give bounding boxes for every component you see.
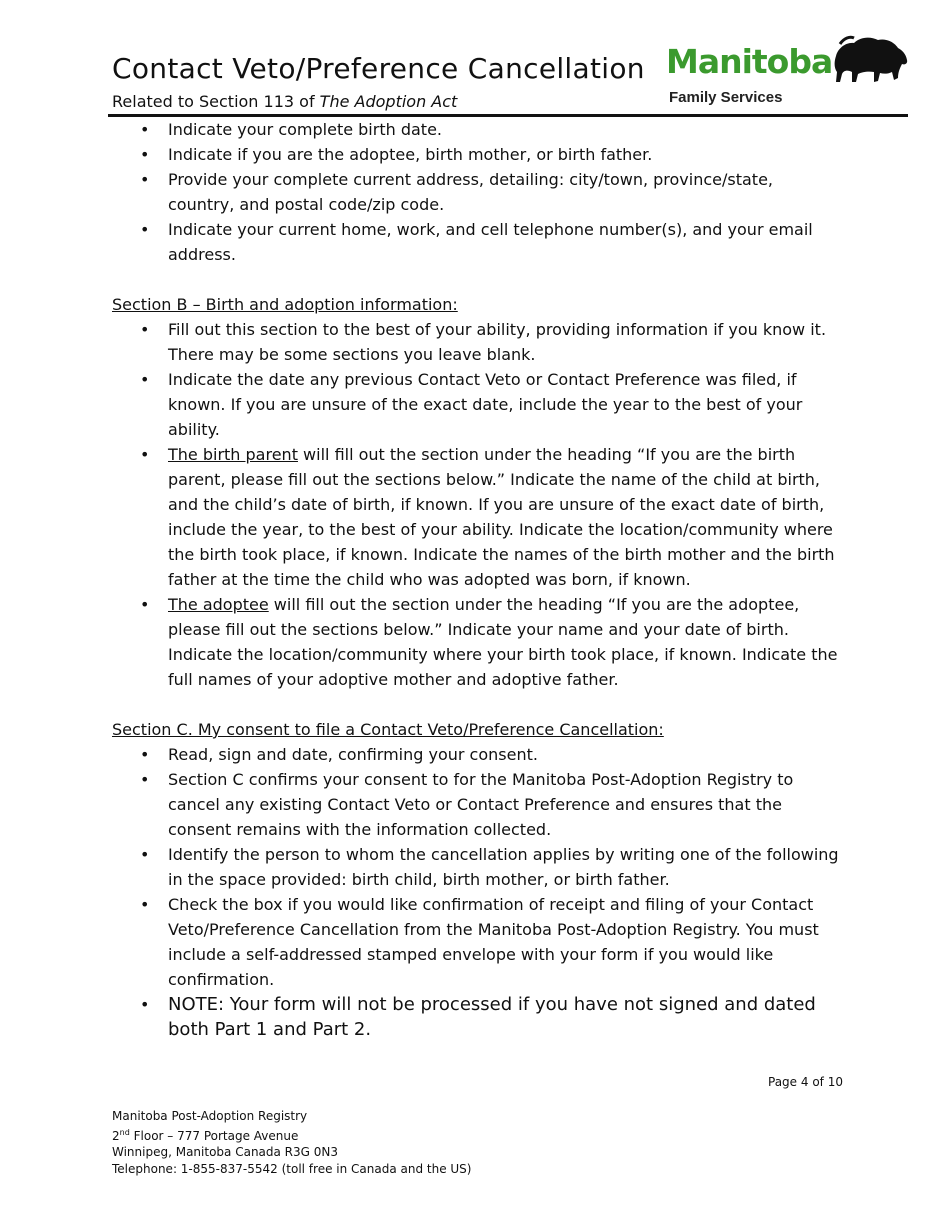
list-item: • Section C confirms your consent to for the Manitoba Post-Adoption Registry to cancel any existing Contact Veto or Contact Preference and ensures that the consent remains with the information collected. bbox=[168, 767, 842, 842]
floor-suffix: nd bbox=[119, 1127, 130, 1137]
footer-phone: Telephone: 1-855-837-5542 (toll free in Canada and the US) bbox=[112, 1161, 472, 1176]
list-item: • Provide your complete current address, detailing: city/town, province/state, country, and postal code/zip code. bbox=[168, 167, 842, 217]
adoptee-lead: The adoptee bbox=[168, 595, 269, 614]
logo-subtitle: Family Services bbox=[669, 89, 783, 106]
list-item: • Check the box if you would like confirmation of receipt and filing of your Contact Veto/Preference Cancellation from the Manitoba Post-Adoption Registry. You must include a self-addressed stamped envelope with your form if you would like confirmation. bbox=[168, 892, 842, 992]
list-item: • Fill out this section to the best of your ability, providing information if you know it. There may be some sections you leave blank. bbox=[168, 317, 842, 367]
list-item: • Indicate the date any previous Contact Veto or Contact Preference was filed, if known. If you are unsure of the exact date, include the year to the best of your ability. bbox=[168, 367, 842, 442]
list-item: • Indicate if you are the adoptee, birth mother, or birth father. bbox=[168, 142, 842, 167]
consent-text: Read, sign and date, confirming your consent. bbox=[168, 745, 538, 764]
list-item: • Identify the person to whom the cancellation applies by writing one of the following in the space provided: birth child, birth mother, or birth father. bbox=[168, 842, 842, 892]
list-item: • Indicate your complete birth date. bbox=[168, 117, 842, 142]
birth-parent-lead: The birth parent bbox=[168, 445, 298, 464]
note-item: • NOTE: Your form will not be processed if you have not signed and dated both Part 1 and Part 2. bbox=[168, 992, 842, 1042]
page-title: Contact Veto/Preference Cancellation bbox=[112, 52, 645, 85]
logo-wordmark: Manitoba bbox=[666, 42, 833, 81]
page-subtitle bbox=[112, 92, 457, 111]
subtitle-act: The Adoption Act bbox=[319, 92, 458, 111]
bison-icon bbox=[832, 34, 910, 86]
section-a-list bbox=[112, 117, 842, 267]
list-item: • Indicate your current home, work, and cell telephone number(s), and your email address. bbox=[168, 217, 842, 267]
subtitle-prefix: Related to Section 113 of bbox=[112, 92, 320, 111]
floor-street: Floor – 777 Portage Avenue bbox=[129, 1128, 299, 1143]
footer-city: Winnipeg, Manitoba Canada R3G 0N3 bbox=[112, 1145, 339, 1159]
manitoba-logo bbox=[666, 34, 910, 110]
birth-parent-text: will fill out the section under the heading “If you are the birth parent, please fill out the sections below.” Indicate the name of the child at birth, and the child’s date of birth, if known. If you are unsure of the exact date of birth, include the year, to the best of your ability. Indicate the location/community where the birth took place, if known. Indicate the names of the birth mother and the birth father at the time the child who was adopted was born, if known. bbox=[168, 445, 835, 589]
section-c-list bbox=[112, 742, 842, 1042]
footer-address bbox=[112, 1108, 471, 1177]
adoptee-text: will fill out the section under the heading “If you are the adoptee, please fill out the sections below.” Indicate your name and your date of birth. Indicate the location/community where your birth took place, if known. Indicate the full names of your adoptive mother and adoptive father. bbox=[168, 595, 838, 689]
list-item bbox=[168, 742, 842, 767]
footer-org: Manitoba Post-Adoption Registry bbox=[112, 1109, 308, 1123]
list-item bbox=[168, 592, 842, 692]
section-c-heading: Section C. My consent to file a Contact Veto/Preference Cancellation: bbox=[112, 720, 664, 739]
section-b-heading: Section B – Birth and adoption information: bbox=[112, 295, 458, 314]
floor-number: 2 bbox=[112, 1128, 120, 1143]
page-number: Page 4 of 10 bbox=[768, 1075, 843, 1089]
instructions-body bbox=[112, 117, 842, 1042]
list-item bbox=[168, 442, 842, 592]
section-b-list bbox=[112, 317, 842, 692]
footer-floor bbox=[112, 1125, 471, 1145]
